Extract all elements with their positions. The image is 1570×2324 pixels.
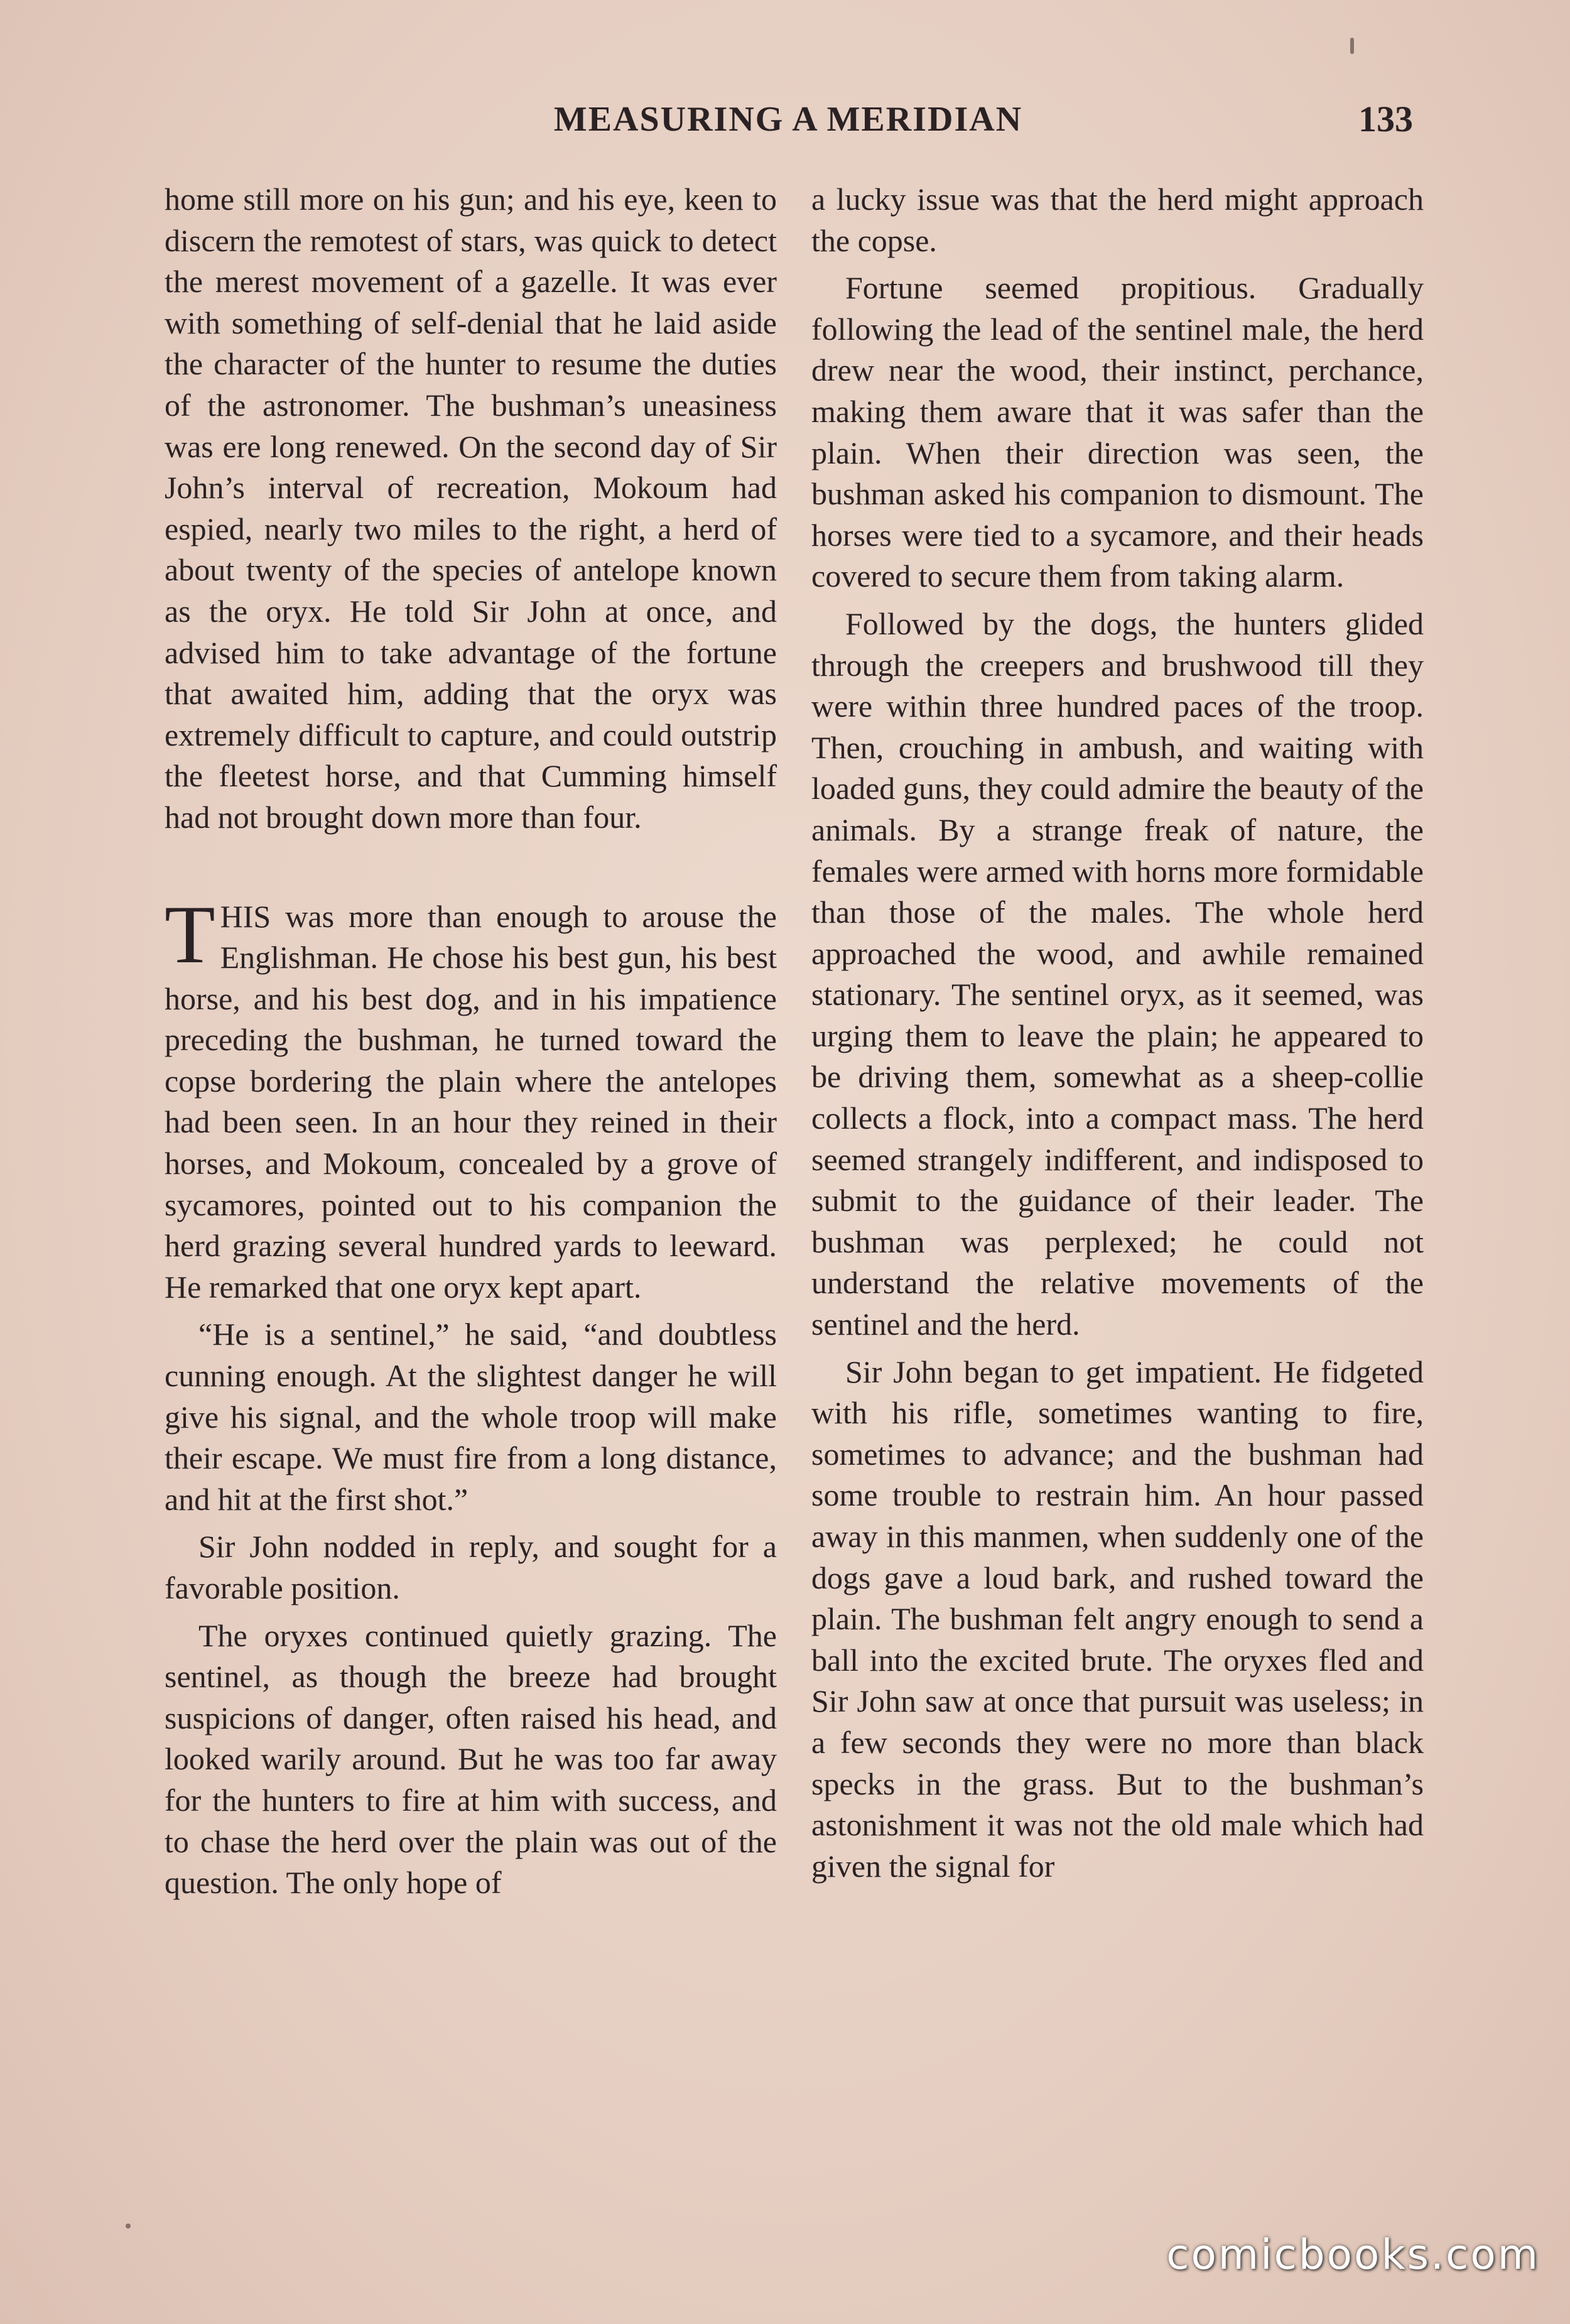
paragraph: Fortune seemed propitious. Gradually following the lead of the sentinel male, the herd drew near the wood, their instinct, perchance, making them aware that it was safer than the plain. When their direction was seen, the bushman asked his companion to dismount. The horses were tied to a sycamore, and their heads covered to secure them from taking alarm. <box>811 270 1424 594</box>
paper-mark <box>1350 38 1354 54</box>
drop-cap: T <box>165 888 215 980</box>
paragraph: The oryxes continued quietly grazing. The sentinel, as though the breeze had brought suspicions of danger, often raised his head, and looked warily around. But he was too far away for the hunters to fire at him with success, and to chase the herd over the plain was out of the question. The only hope of <box>165 1617 777 1901</box>
left-column <box>165 179 777 1904</box>
watermark: comicbooks.com <box>1166 2230 1540 2279</box>
paragraph: a lucky issue was that the herd might approach the copse. <box>811 182 1424 258</box>
paragraph-text: HIS was more than enough to arouse the Englishman. He chose his best gun, his best horse, and his best dog, and in his impatience preceding the bushman, he turned toward the copse bordering the plain where the antelopes had been seen. In an hour they reined in their horses, and Mokoum, concealed by a grove of sycamores, pointed out to his companion the herd grazing several hundred yards to leeward. He remarked that one oryx kept apart. <box>165 898 777 1305</box>
paragraph: Sir John nodded in reply, and sought for a favorable position. <box>165 1529 777 1605</box>
paragraph: Followed by the dogs, the hunters glided through the creepers and brushwood till they were within three hundred paces of the troop. Then, crouching in ambush, and waiting with loaded guns, they could admire the beauty of the animals. By a strange freak of nature, the females were armed with horns more formidable than those of the males. The whole herd approached the wood, and awhile remained stationary. The sentinel oryx, as it seemed, was urging them to leave the plain; he appeared to be driving them, somewhat as a sheep-collie collects a flock, into a compact mass. The herd seemed strangely indifferent, and indisposed to submit to the guidance of their leader. The bushman was perplexed; he could not understand the relative movements of the sentinel and the herd. <box>811 605 1424 1342</box>
page-number: 133 <box>1358 99 1413 139</box>
right-column <box>811 179 1424 1887</box>
section-paragraph <box>165 888 777 1308</box>
paragraph: “He is a sentinel,” he said, “and doubtless cunning enough. At the slightest danger he will give his signal, and the whole troop will make their escape. We must fire from a long distance, and hit at the first shot.” <box>165 1317 777 1517</box>
paragraph: home still more on his gun; and his eye, keen to discern the remotest of stars, was quick to detect the merest movement of a gazelle. It was ever with something of self-denial that he laid aside the character of the hunter to resume the duties of the astronomer. The bushman’s uneasiness was ere long renewed. On the second day of Sir John’s interval of recreation, Mokoum had espied, nearly two miles to the right, a herd of about twenty of the species of antelope known as the oryx. He told Sir John at once, and advised him to take advantage of the fortune that awaited him, adding that the oryx was extremely difficult to capture, and could outstrip the fleetest horse, and that Cumming himself had not brought down more than four. <box>165 182 777 835</box>
running-head <box>163 94 1413 144</box>
paragraph: Sir John began to get impatient. He fidgeted with his rifle, sometimes wanting to fire, sometimes to advance; and the bushman had some trouble to restrain him. An hour passed away in this manmen, when suddenly one of the dogs gave a loud bark, and rushed toward the plain. The bushman felt angry enough to send a ball into the excited brute. The oryxes fled and Sir John saw at once that pursuit was useless; in a few seconds they were no more than black specks in the grass. But to the bushman’s astonishment it was not the old male which had given the signal for <box>811 1354 1424 1884</box>
paper-mark <box>126 2224 131 2229</box>
running-title: MEASURING A MERIDIAN <box>553 100 1023 139</box>
